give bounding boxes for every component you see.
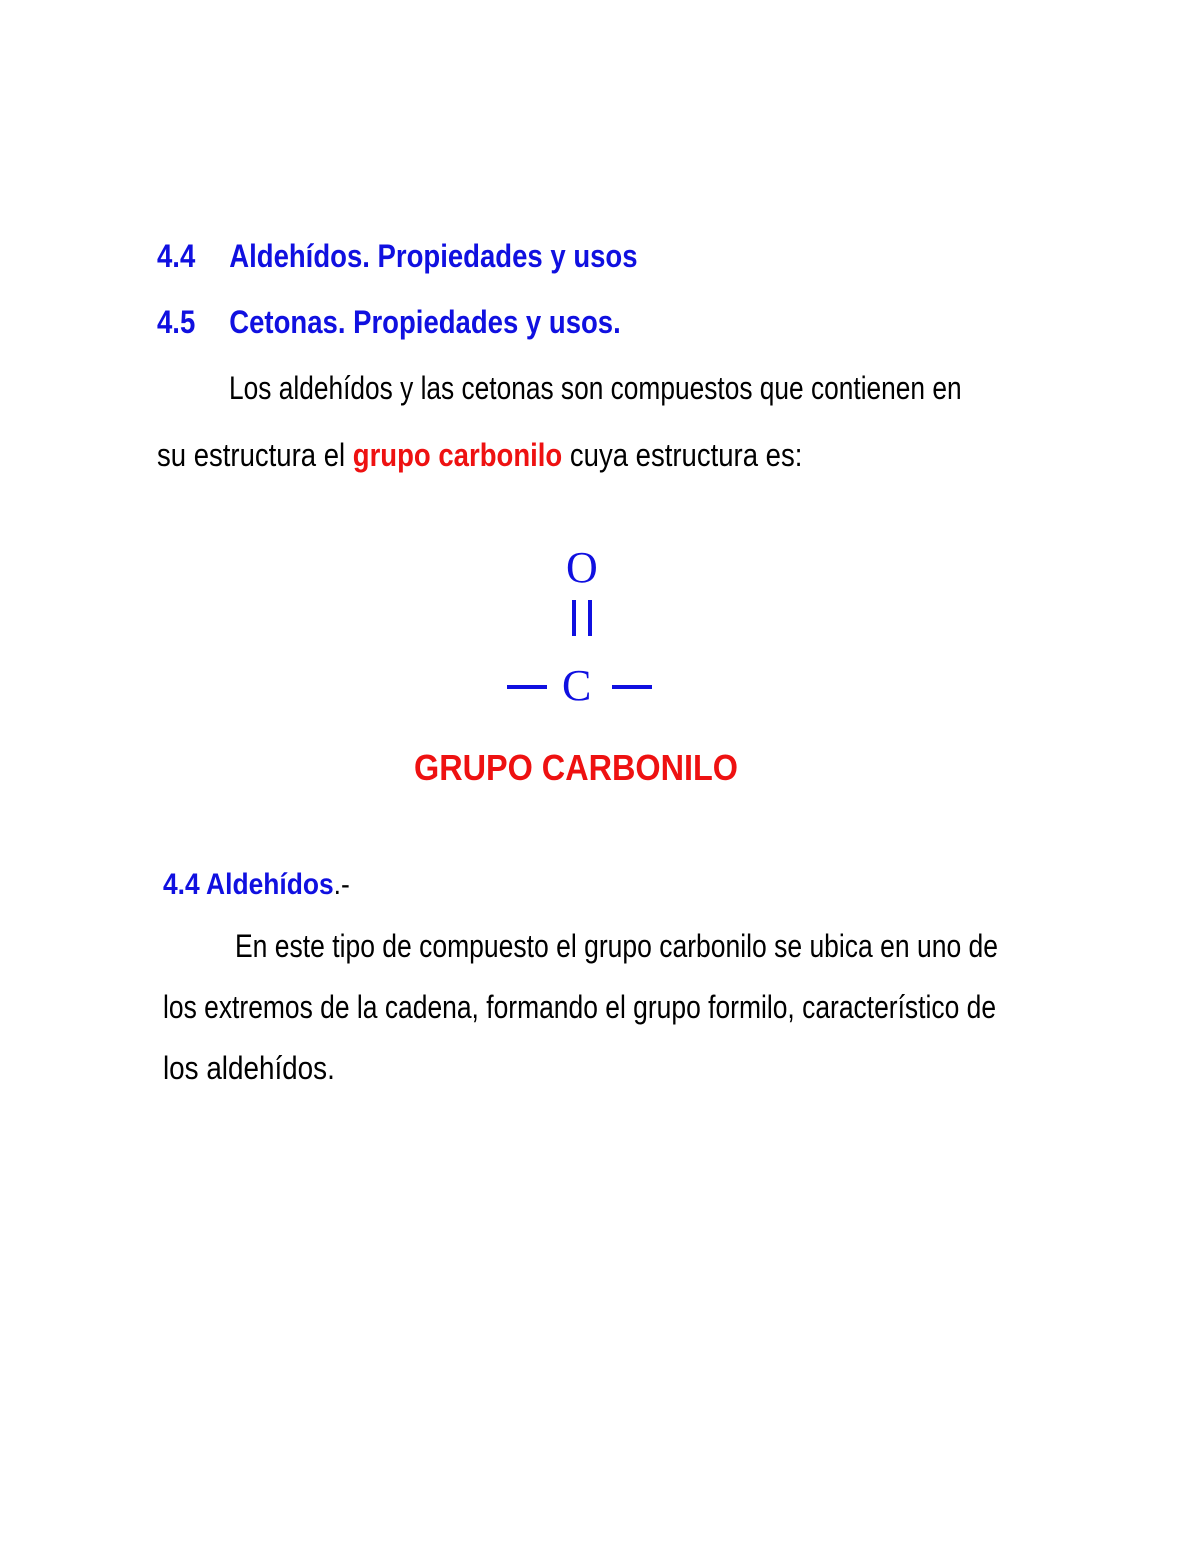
double-bond-line-left — [572, 600, 576, 636]
heading-4-4 — [157, 236, 638, 276]
section-line-1: En este tipo de compuesto el grupo carbonilo se ubica en uno de — [235, 928, 999, 964]
section-line-3: los aldehídos. — [163, 1050, 335, 1086]
heading-number: 4.4 — [157, 238, 196, 274]
section-title-suffix: .- — [333, 868, 350, 901]
highlight-grupo-carbonilo: grupo carbonilo — [352, 437, 563, 473]
intro-text-before: su estructura el — [157, 437, 353, 473]
section-line-2: los extremos de la cadena, formando el grupo formilo, característico de — [163, 989, 997, 1025]
carbon-atom: C — [562, 661, 592, 710]
intro-text-after: cuya estructura es: — [562, 437, 803, 473]
double-bond-line-right — [588, 600, 592, 636]
heading-title: Aldehídos. Propiedades y usos — [229, 238, 638, 274]
section-heading-aldehidos — [163, 866, 350, 904]
grupo-carbonilo-caption: GRUPO CARBONILO — [414, 747, 738, 788]
section-title: 4.4 Aldehídos — [163, 868, 334, 901]
intro-line-1: Los aldehídos y las cetonas son compuestos que contienen en — [229, 370, 962, 406]
single-bond-left — [507, 685, 547, 689]
single-bond-right — [612, 685, 652, 689]
intro-line-2 — [157, 435, 802, 475]
heading-4-5 — [157, 302, 621, 342]
oxygen-atom: O — [566, 543, 598, 592]
heading-title: Cetonas. Propiedades y usos. — [229, 304, 621, 340]
heading-number: 4.5 — [157, 304, 196, 340]
